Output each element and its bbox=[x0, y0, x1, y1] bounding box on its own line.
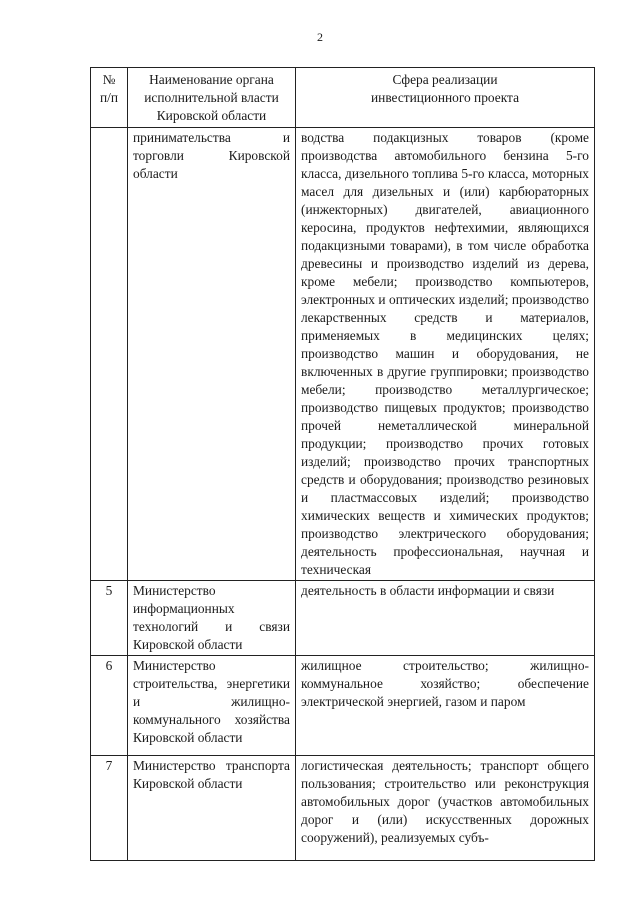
row-organization: Министерство информационных технологий и связи Кировской области bbox=[128, 581, 296, 656]
row-organization: Министерство строительства, энергетики и жилищно-коммунального хозяйства Кировской области bbox=[128, 656, 296, 756]
row-sphere: логистическая деятельность; транспорт общего пользования; строительство или реконструкция автомобильных дорог (участков автомобильных дорог и (или) искусственных дорожных сооружений), реализуемых субъ- bbox=[296, 756, 595, 861]
row-organization: Министерство транспорта Кировской области bbox=[128, 756, 296, 861]
row-number bbox=[91, 128, 128, 581]
table-row bbox=[91, 581, 595, 656]
header-num: № п/п bbox=[91, 68, 128, 128]
row-number: 7 bbox=[91, 756, 128, 861]
investment-spheres-table bbox=[90, 67, 595, 861]
table-row bbox=[91, 128, 595, 581]
table-header-row bbox=[91, 68, 595, 128]
row-number: 5 bbox=[91, 581, 128, 656]
header-sphere: Сфера реализации инвестиционного проекта bbox=[296, 68, 595, 128]
table-row bbox=[91, 756, 595, 861]
header-org: Наименование органа исполнительной власти Кировской области bbox=[128, 68, 296, 128]
row-number: 6 bbox=[91, 656, 128, 756]
page-number: 2 bbox=[317, 30, 323, 44]
row-organization: принимательства и торговли Кировской области bbox=[128, 128, 296, 581]
row-sphere: деятельность в области информации и связи bbox=[296, 581, 595, 656]
row-sphere: водства подакцизных товаров (кроме производства автомобильного бензина 5-го класса, дизельного топлива 5-го класса, моторных масел для дизельных и (или) карбюраторных (инжекторных) двигателей, авиационного керосина, продуктов нефтехимии, являющихся подакцизными товарами), в том числе обработка древесины и производство изделий из дерева, кроме мебели; производство компьютеров, электронных и оптических изделий; производство лекарственных средств и материалов, применяемых в медицинских целях; производство машин и оборудования, не включенных в другие группировки; производство мебели; производство металлургическое; производство пищевых продуктов; производство прочей неметаллической минеральной продукции; производство прочих готовых изделий; производство прочих транспортных средств и оборудования; производство резиновых и пластмассовых изделий; производство химических веществ и химических продуктов; производство электрического оборудования; деятельность профессиональная, научная и техническая bbox=[296, 128, 595, 581]
row-sphere: жилищное строительство; жилищно-коммунальное хозяйство; обеспечение электрической энергией, газом и паром bbox=[296, 656, 595, 756]
table-row bbox=[91, 656, 595, 756]
